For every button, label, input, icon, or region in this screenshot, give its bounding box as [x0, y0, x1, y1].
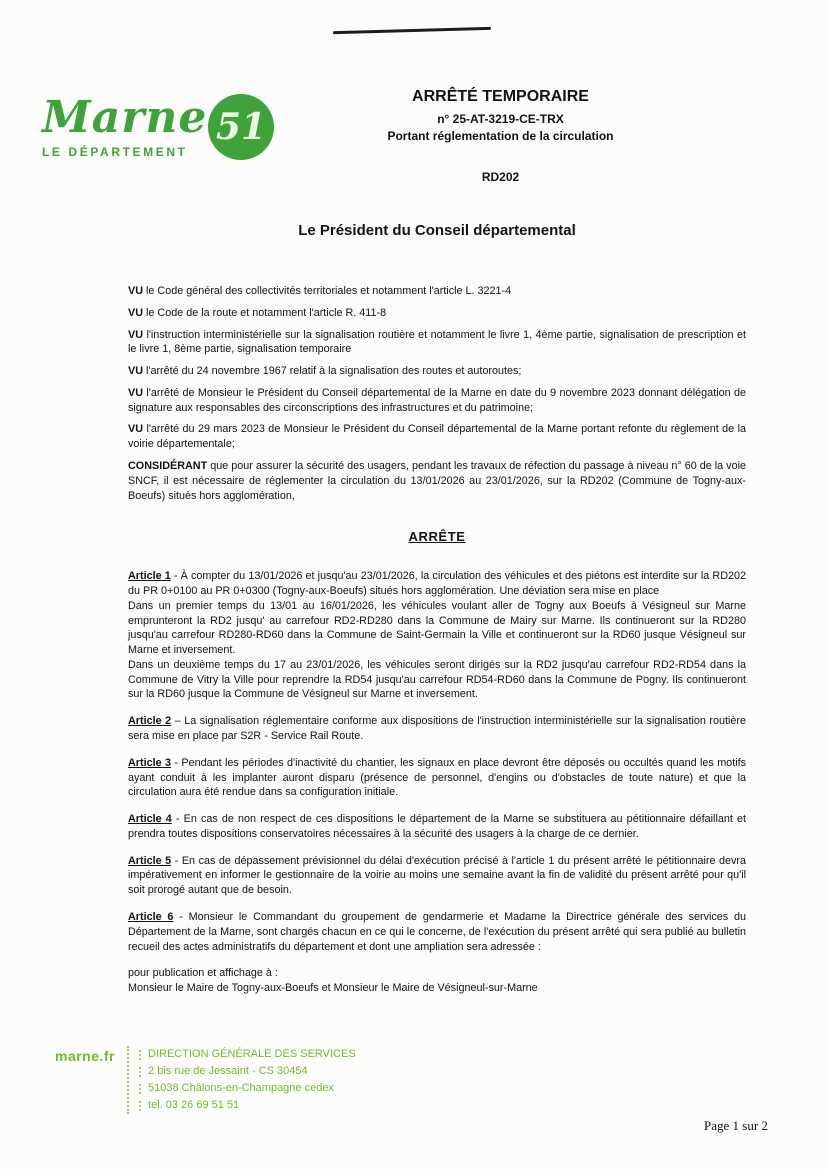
article-1: [128, 569, 746, 702]
article-text: Monsieur le Commandant du groupement de gendarmerie et Madame la Directrice générale des services du Département de la Marne, sont chargés chacun en ce qui le concerne, de l'exécution du présent arrêté qui sera publié au bulletin recueil des actes administratifs du département et dont une ampliation sera adressée :: [128, 911, 747, 953]
footer-address-block: [139, 1046, 356, 1114]
recital-label: VU: [128, 365, 143, 378]
article-text: En cas de dépassement prévisionnel du délai d'exécution précisé à l'article 1 du présent arrêté le pétitionnaire devra impérativement en informer le gestionnaire de la voirie au moins une semaine avant la fin de validité du présent arrêté pour qu'il soit prorogé autant que de besoin.: [128, 854, 746, 897]
article-label: Article 2: [128, 715, 172, 728]
article-separator: –: [171, 715, 185, 728]
recital-label: VU: [128, 306, 143, 319]
dot-prefix-icon: [139, 1101, 141, 1111]
arrete-section-heading: ARRÊTE: [408, 529, 466, 545]
article-4: [128, 812, 746, 842]
president-heading: Le Président du Conseil départemental: [298, 222, 576, 239]
recital-vu-1: [128, 284, 746, 299]
article-label: Article 3: [128, 756, 172, 769]
recital-text: l'instruction interministérielle sur la signalisation routière et notamment le livre 1, 4ème partie, signalisation de prescription et le livre 1, 8ème partie, signalisation temporaire: [128, 328, 746, 356]
document-number: n° 25-AT-3219-CE-TRX: [437, 112, 564, 126]
article-text: À compter du 13/01/2026 et jusqu'au 23/01/2026, la circulation des véhicules et des piétons est interdite sur la RD202 du PR 0+0100 au PR 0+0300 (Togny-aux-Boeufs) situés hors agglomération. Une déviation sera mise en place: [128, 570, 747, 597]
article-2: [128, 714, 746, 744]
dot-prefix-icon: [139, 1050, 141, 1060]
recital-text: que pour assurer la sécurité des usagers, pendant les travaux de réfection du passage à niveau n° 60 de la voie SNCF, il est nécessaire de réglementer la circulation du 13/01/2026 au 23/01/2026, sur la RD202 (Commune de Togny-aux-Boeufs) situés hors agglomération,: [128, 460, 746, 502]
footer-divider: [127, 1046, 129, 1114]
document-title: ARRÊTÉ TEMPORAIRE: [412, 88, 589, 105]
dot-prefix-icon: [139, 1067, 141, 1077]
article-separator: -: [173, 911, 189, 924]
recital-vu-3: [128, 328, 746, 358]
article-paragraph: [128, 812, 746, 842]
article-label: Article 4: [128, 813, 172, 826]
recital-considerant: [128, 459, 746, 503]
publication-intro: pour publication et affichage à :: [128, 967, 278, 980]
recital-label: VU: [128, 423, 143, 436]
dot-prefix-icon: [139, 1084, 141, 1094]
article-paragraph: [128, 854, 746, 898]
marne-department-logo: [42, 92, 282, 168]
article-separator: -: [170, 570, 181, 583]
document-subtitle: Portant réglementation de la circulation: [387, 129, 614, 143]
article-label: Article 6: [128, 911, 174, 924]
road-reference: RD202: [481, 170, 520, 184]
article-text: En cas de non respect de ces dispositions le département de la Marne se substituera au pétitionnaire défaillant et prendra toutes dispositions conservatoires nécessaires à la sécurité des usagers à la charge de ce dernier.: [128, 813, 746, 840]
footer-line-phone: tel. 03 26 69 51 51: [139, 1097, 356, 1114]
footer-line-street: 2 bis rue de Jessaint - CS 30454: [139, 1063, 356, 1080]
recital-vu-2: [128, 306, 746, 321]
article-separator: -: [171, 756, 182, 769]
page-number: Page 1 sur 2: [704, 1118, 768, 1133]
recital-label: VU: [128, 386, 143, 399]
recital-text: le Code général des collectivités territoriales et notamment l'article L. 3221-4: [146, 285, 512, 297]
article-label: Article 5: [128, 854, 172, 867]
article-3: [128, 756, 746, 800]
publication-block: [128, 966, 746, 996]
publication-recipients: Monsieur le Maire de Togny-aux-Boeufs et Monsieur le Maire de Vésigneul-sur-Marne: [128, 982, 538, 995]
logo-brand-text: Marne: [42, 92, 208, 143]
document-body: [128, 284, 746, 996]
recital-vu-4: [128, 364, 746, 379]
article-5: [128, 854, 746, 898]
article-paragraph: [128, 910, 746, 954]
recital-vu-6: [128, 422, 746, 452]
recital-text: le Code de la route et notamment l'article R. 411-8: [146, 306, 387, 319]
recital-label: CONSIDÉRANT: [128, 460, 208, 473]
article-paragraph: [128, 569, 746, 599]
scan-artifact: [333, 27, 491, 34]
article-label: Article 1: [128, 570, 171, 583]
recital-label: VU: [128, 328, 143, 341]
article-paragraph: Dans un premier temps du 13/01 au 16/01/2026, les véhicules voulant aller de Togny aux Boeufs à Vésigneul sur Marne emprunteront la RD2 jusqu' au carrefour RD2-RD280 dans la Commune de Mairy sur Marne. Ils continueront sur la RD280 jusqu'au carrefour RD280-RD60 dans la Commune de Saint-Germain la Ville et continueront sur la RD60 jusque Vésigneul sur Marne et inversement.: [128, 599, 746, 657]
document-header: [258, 88, 743, 184]
marne-fr-logo: marne.fr: [55, 1048, 116, 1064]
footer: [55, 1046, 356, 1114]
article-6: [128, 910, 746, 954]
article-paragraph: [128, 756, 746, 800]
recital-text: l'arrêté du 24 novembre 1967 relatif à la signalisation des routes et autoroutes;: [146, 365, 522, 378]
article-paragraph: Dans un deuxième temps du 17 au 23/01/2026, les véhicules seront dirigés sur la RD2 jusqu'au carrefour RD2-RD54 dans la Commune de Vitry la Ville pour reprendre la RD54 jusqu'au carrefour RD54-RD60 dans la Commune de Pogny. Ils continueront sur la RD60 jusque la Commune de Vésigneul sur Marne et inversement.: [128, 658, 746, 701]
footer-line-city: 51038 Châlons-en-Champagne cedex: [139, 1080, 356, 1097]
recital-text: l'arrêté du 29 mars 2023 de Monsieur le Président du Conseil départemental de la Marne portant refonte du règlement de la voirie départementale;: [128, 423, 746, 451]
recital-vu-5: [128, 386, 746, 416]
recital-label: VU: [128, 285, 143, 297]
article-separator: -: [171, 854, 182, 867]
recital-text: l'arrêté de Monsieur le Président du Conseil départemental de la Marne en date du 9 novembre 2023 donnant délégation de signature aux responsables des circonscriptions des infrastructures et du patrimoine;: [128, 386, 747, 414]
footer-line-direction: DIRECTION GÉNÉRALE DES SERVICES: [139, 1046, 356, 1063]
article-text: Pendant les périodes d'inactivité du chantier, les signaux en place devront être déposés ou occultés quand les motifs ayant conduit à les implanter auront disparu (présence de personnel, d'engins ou d'obstacles de toute nature) et que la circulation aura été rendue dans sa configuration initiale.: [128, 756, 746, 799]
article-separator: -: [171, 813, 184, 826]
article-paragraph: [128, 714, 746, 744]
article-text: La signalisation réglementaire conforme aux dispositions de l'instruction interministérielle sur la signalisation routière sera mise en place par S2R - Service Rail Route.: [128, 715, 746, 742]
logo-subtitle-text: LE DÉPARTEMENT: [42, 145, 188, 159]
logo-badge-number: 51: [215, 106, 267, 148]
